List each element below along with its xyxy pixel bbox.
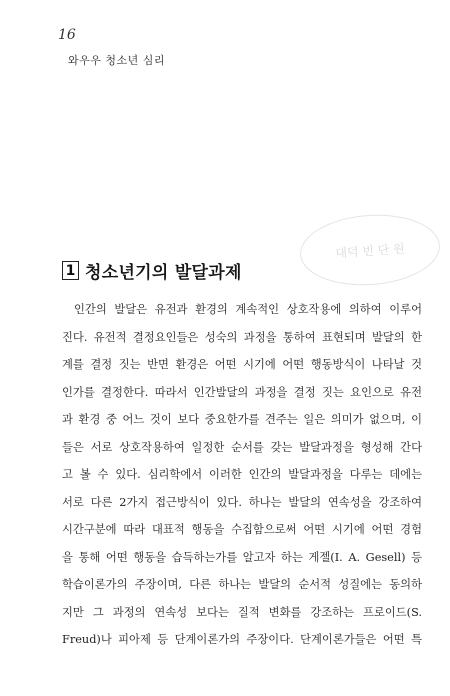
section-title: 청소년기의 발달과제 (85, 263, 242, 283)
body-paragraph (62, 296, 422, 654)
paragraph-line: 계를 결정 짓는 반면 환경은 어떤 시기에 어떤 행동방식이 나타날 것 (62, 358, 422, 371)
paragraph-line: 들은 서로 상호작용하여 일정한 순서를 갖는 발달과정을 형성해 간다 (62, 440, 422, 454)
paragraph-line: 학습이론가의 주장이며, 다른 하나는 발달의 순서적 성질에는 동의하 (62, 578, 422, 591)
paragraph-line: 고 볼 수 있다. 심리학에서 이러한 인간의 발달과정을 다루는 데에는 (62, 468, 422, 481)
paragraph-line: 인가를 결정한다. 따라서 인간발달의 과정을 결정 짓는 요인으로 유전 (62, 385, 422, 399)
paragraph-line: 지만 그 과정의 연속성 보다는 질적 변화를 강조하는 프로이드(S. (62, 605, 422, 619)
paragraph-line: 인간의 발달은 유전과 환경의 계속적인 상호작용에 의하여 이루어 (74, 303, 422, 316)
paragraph-line: 진다. 유전적 결정요인들은 성숙의 과정을 통하여 표현되며 발달의 한 (62, 330, 422, 344)
stamp-text: 대덕 빈 단 원 (334, 241, 406, 260)
paragraph-line: Freud)나 피아제 등 단계이론가의 주장이다. 단계이론가들은 어떤 특 (62, 633, 422, 646)
section-heading (62, 258, 242, 283)
paragraph-line: 을 통해 어떤 행동을 습득하는가를 알고자 하는 게젤(I. A. Gesell) 등 (62, 550, 422, 564)
running-header: 와우우 청소년 심리 (68, 54, 166, 67)
page-number: 16 (58, 27, 76, 43)
section-number-box: 1 (62, 261, 79, 280)
paragraph-line: 과 환경 중 어느 것이 보다 중요한가를 견주는 일은 의미가 없으며, 이 (62, 413, 422, 426)
paragraph-line: 서로 다른 2가지 접근방식이 있다. 하나는 발달의 연속성을 강조하여 (62, 495, 422, 509)
paragraph-line: 시간구분에 따라 대표적 행동을 수집함으로써 어떤 시기에 어떤 경험 (62, 523, 422, 536)
watermark-stamp (298, 210, 443, 290)
